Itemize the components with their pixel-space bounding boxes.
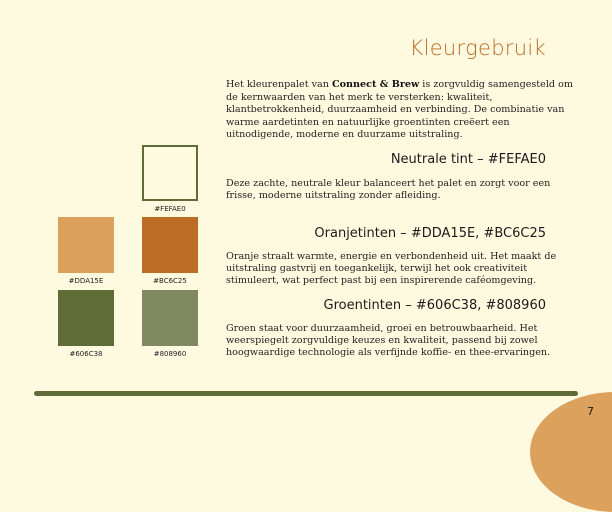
swatch-label: #808960 xyxy=(153,350,187,358)
corner-decoration xyxy=(530,392,612,512)
swatch-dark-green xyxy=(58,290,114,346)
swatch-light-orange xyxy=(58,217,114,273)
section-heading-green: Groentinten – #606C38, #808960 xyxy=(323,298,546,313)
swatch-label: #FEFAE0 xyxy=(154,205,186,213)
intro-text-after: is zorgvuldig samengesteld om de kernwaarden van het merk te versterken: kwaliteit, klantbetrokkenheid, duurzaamheid en verbinding. De combinatie van warme aardetinten en natuurlijke groentinten creëert een uitnodigende, moderne en duurzame uitstraling. xyxy=(226,79,573,141)
section-text-neutral: Deze zachte, neutrale kleur balanceert het palet en zorgt voor een frisse, moderne uitstraling zonder afleiding. xyxy=(226,178,551,202)
page-title: Kleurgebruik xyxy=(409,36,546,60)
swatch-label: #606C38 xyxy=(69,350,103,358)
section-heading-orange: Oranjetinten – #DDA15E, #BC6C25 xyxy=(314,226,546,241)
section-text-green: Groen staat voor duurzaamheid, groei en betrouwbaarheid. Het weerspiegelt zorgvuldige keuzes en kwaliteit, passend bij zowel hoogwaardige technologie als verfijnde koffie- en thee-ervaringen. xyxy=(226,323,551,359)
intro-text-before: Het kleurenpalet van xyxy=(226,79,333,90)
intro-paragraph xyxy=(226,79,578,142)
swatch-label: #BC6C25 xyxy=(153,277,187,285)
swatch-dark-orange xyxy=(142,217,198,273)
footer-divider xyxy=(34,391,578,396)
section-text-orange: Oranje straalt warmte, energie en verbondenheid uit. Het maakt de uitstraling gastvrij en toegankelijk, terwijl het ook creativiteit stimuleert, wat perfect past bij een inspirerende caféomgeving. xyxy=(226,251,557,287)
brand-name: Connect & Brew xyxy=(332,79,420,90)
swatch-neutral xyxy=(142,145,198,201)
page-number: 7 xyxy=(587,405,594,418)
swatch-sage-green xyxy=(142,290,198,346)
swatch-label: #DDA15E xyxy=(68,277,104,285)
section-heading-neutral: Neutrale tint – #FEFAE0 xyxy=(390,152,546,167)
